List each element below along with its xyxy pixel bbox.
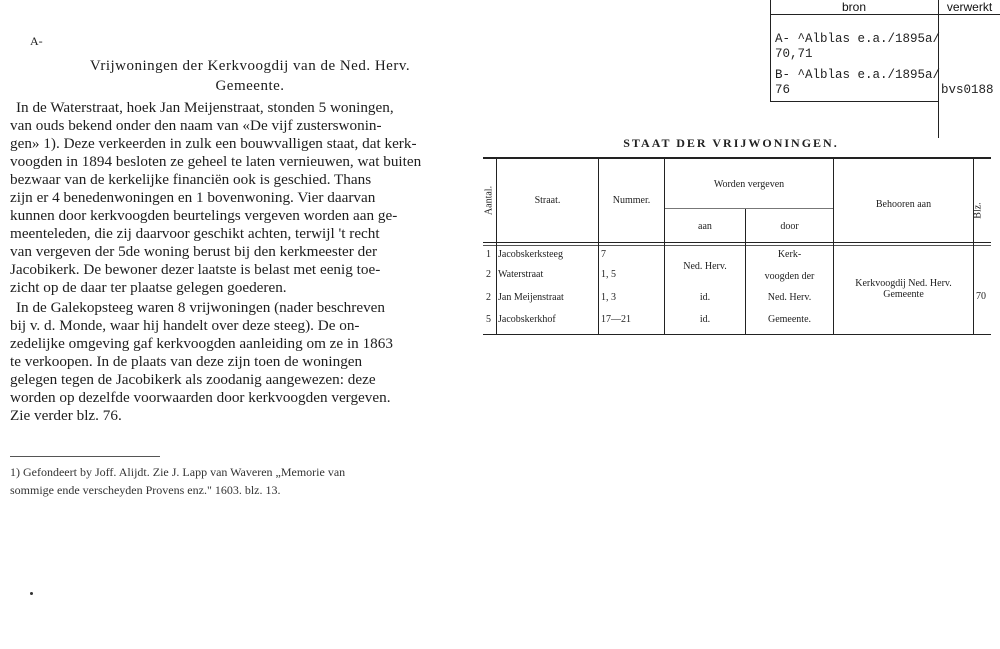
row-aantal: 2 — [486, 292, 491, 303]
blz-value: 70 — [976, 291, 986, 302]
row-nummer: 1, 5 — [601, 269, 616, 280]
aan-value: id. — [699, 292, 711, 303]
header-verwerkt: verwerkt — [946, 0, 993, 14]
row-straat: Waterstraat — [498, 269, 544, 280]
source-b-line-2: 76 — [775, 83, 791, 97]
door-line: Ned. Herv. — [767, 292, 812, 303]
table-bottom-rule — [483, 334, 991, 335]
col-rule — [496, 159, 497, 334]
aan-value: id. — [699, 314, 711, 325]
header-worden-vergeven: Worden vergeven — [713, 179, 785, 190]
body-line: worden op dezelfde voorwaarden door kerkvoogden vergeven. — [10, 389, 391, 406]
body-line: zicht op de daar ter plaatse gelegen goederen. — [10, 279, 287, 296]
door-line: voogden der — [764, 271, 815, 282]
panel-bottom-rule — [770, 101, 938, 102]
row-aantal: 1 — [486, 249, 491, 260]
vrijwoningen-table — [483, 157, 991, 335]
body-line: te verkoopen. In de plaats van deze zijn toen de woningen — [10, 353, 363, 370]
source-a-line-2: 70,71 — [775, 47, 813, 61]
body-line: meenteleden, die zij daarvoor geschikt achten, terwijl 't recht — [10, 225, 380, 242]
header-straat: Straat. — [534, 195, 561, 206]
page-marker: A- — [30, 34, 43, 48]
body-line: In de Galekopsteeg waren 8 vrijwoningen (nader beschreven — [16, 299, 385, 316]
row-nummer: 7 — [601, 249, 606, 260]
row-straat: Jan Meijenstraat — [498, 292, 564, 303]
table-top-rule — [483, 157, 991, 159]
col-rule — [598, 159, 599, 334]
subheader-rule — [664, 208, 833, 209]
body-line: gelegen tegen de Jacobikerk als zoodanig aangewezen: deze — [10, 371, 376, 388]
body-line: zijn er 4 benedenwoningen en 1 bovenwoning. Vier daarvan — [10, 189, 376, 206]
verwerkt-b: bvs0188 — [941, 83, 994, 97]
heading-line-1: Vrijwoningen der Kerkvoogdij van de Ned. Herv. — [89, 58, 411, 74]
source-b-line-1: B- ^Alblas e.a./1895a/ — [775, 68, 941, 82]
header-behooren-aan: Behooren aan — [875, 199, 932, 210]
header-nummer: Nummer. — [612, 195, 651, 206]
body-line: van ouds bekend onder den naam van «De vijf zusterswonin- — [10, 117, 382, 134]
row-nummer: 1, 3 — [601, 292, 616, 303]
body-line: Zie verder blz. 76. — [10, 407, 122, 424]
body-line: van vergeven der 5de woning berust bij den kerkmeester der — [10, 243, 378, 260]
row-nummer: 17—21 — [601, 314, 631, 325]
source-a-line-1: A- ^Alblas e.a./1895a/ — [775, 32, 941, 46]
body-line: gen» 1). Deze verkeerden in zulk een bouwvalligen staat, dat kerk- — [10, 135, 417, 152]
row-aantal: 2 — [486, 269, 491, 280]
header-blz: Blz. — [972, 202, 984, 219]
body-line: zedelijke omgeving gaf kerkvoogden aanleiding om ze in 1863 — [10, 335, 393, 352]
body-line: voogden in 1894 besloten ze geheel te laten vernieuwen, wat buiten — [10, 153, 422, 170]
col-rule — [833, 159, 834, 334]
page-heading — [30, 56, 470, 96]
panel-left-border — [770, 0, 771, 101]
col-rule — [973, 159, 974, 334]
header-door: door — [780, 221, 799, 232]
body-line: bezwaar van de kerkelijke financiën ook is geschied. Thans — [10, 171, 372, 188]
header-aan: aan — [698, 221, 712, 232]
speck-mark — [30, 592, 33, 595]
heading-line-2: Gemeente. — [215, 78, 285, 94]
aan-value: Ned. Herv. — [683, 261, 727, 272]
door-line: Kerk- — [777, 249, 802, 260]
behooren-line: Kerkvoogdij Ned. Herv. — [855, 278, 952, 289]
footnote-divider — [10, 456, 160, 457]
header-bottom-rule-2 — [483, 245, 991, 246]
body-line: In de Waterstraat, hoek Jan Meijenstraat, stonden 5 woningen, — [16, 99, 394, 116]
source-panel — [770, 0, 1000, 138]
door-line: Gemeente. — [767, 314, 812, 325]
table-title: STAAT DER VRIJWONINGEN. — [623, 136, 839, 150]
row-straat: Jacobskerkhof — [498, 314, 556, 325]
panel-header-rule — [770, 14, 1000, 15]
row-aantal: 5 — [486, 314, 491, 325]
header-bron: bron — [841, 0, 867, 14]
footnote-line: sommige ende verscheyden Provens enz." 1603. blz. 13. — [10, 483, 281, 497]
behooren-line: Gemeente — [883, 289, 924, 300]
body-line: kunnen door kerkvoogden beurtelings vergeven worden aan ge- — [10, 207, 398, 224]
footnote-line: 1) Gefondeert by Joff. Alijdt. Zie J. Lapp van Waveren „Memorie van — [10, 465, 346, 479]
header-bottom-rule — [483, 242, 991, 243]
header-aantal: Aantal. — [483, 185, 495, 216]
body-line: bij v. d. Monde, waar hij handelt over deze steeg). De on- — [10, 317, 360, 334]
body-line: Jacobikerk. De bewoner dezer laatste is belast met eenig toe- — [10, 261, 381, 278]
row-straat: Jacobskerksteeg — [498, 249, 563, 260]
